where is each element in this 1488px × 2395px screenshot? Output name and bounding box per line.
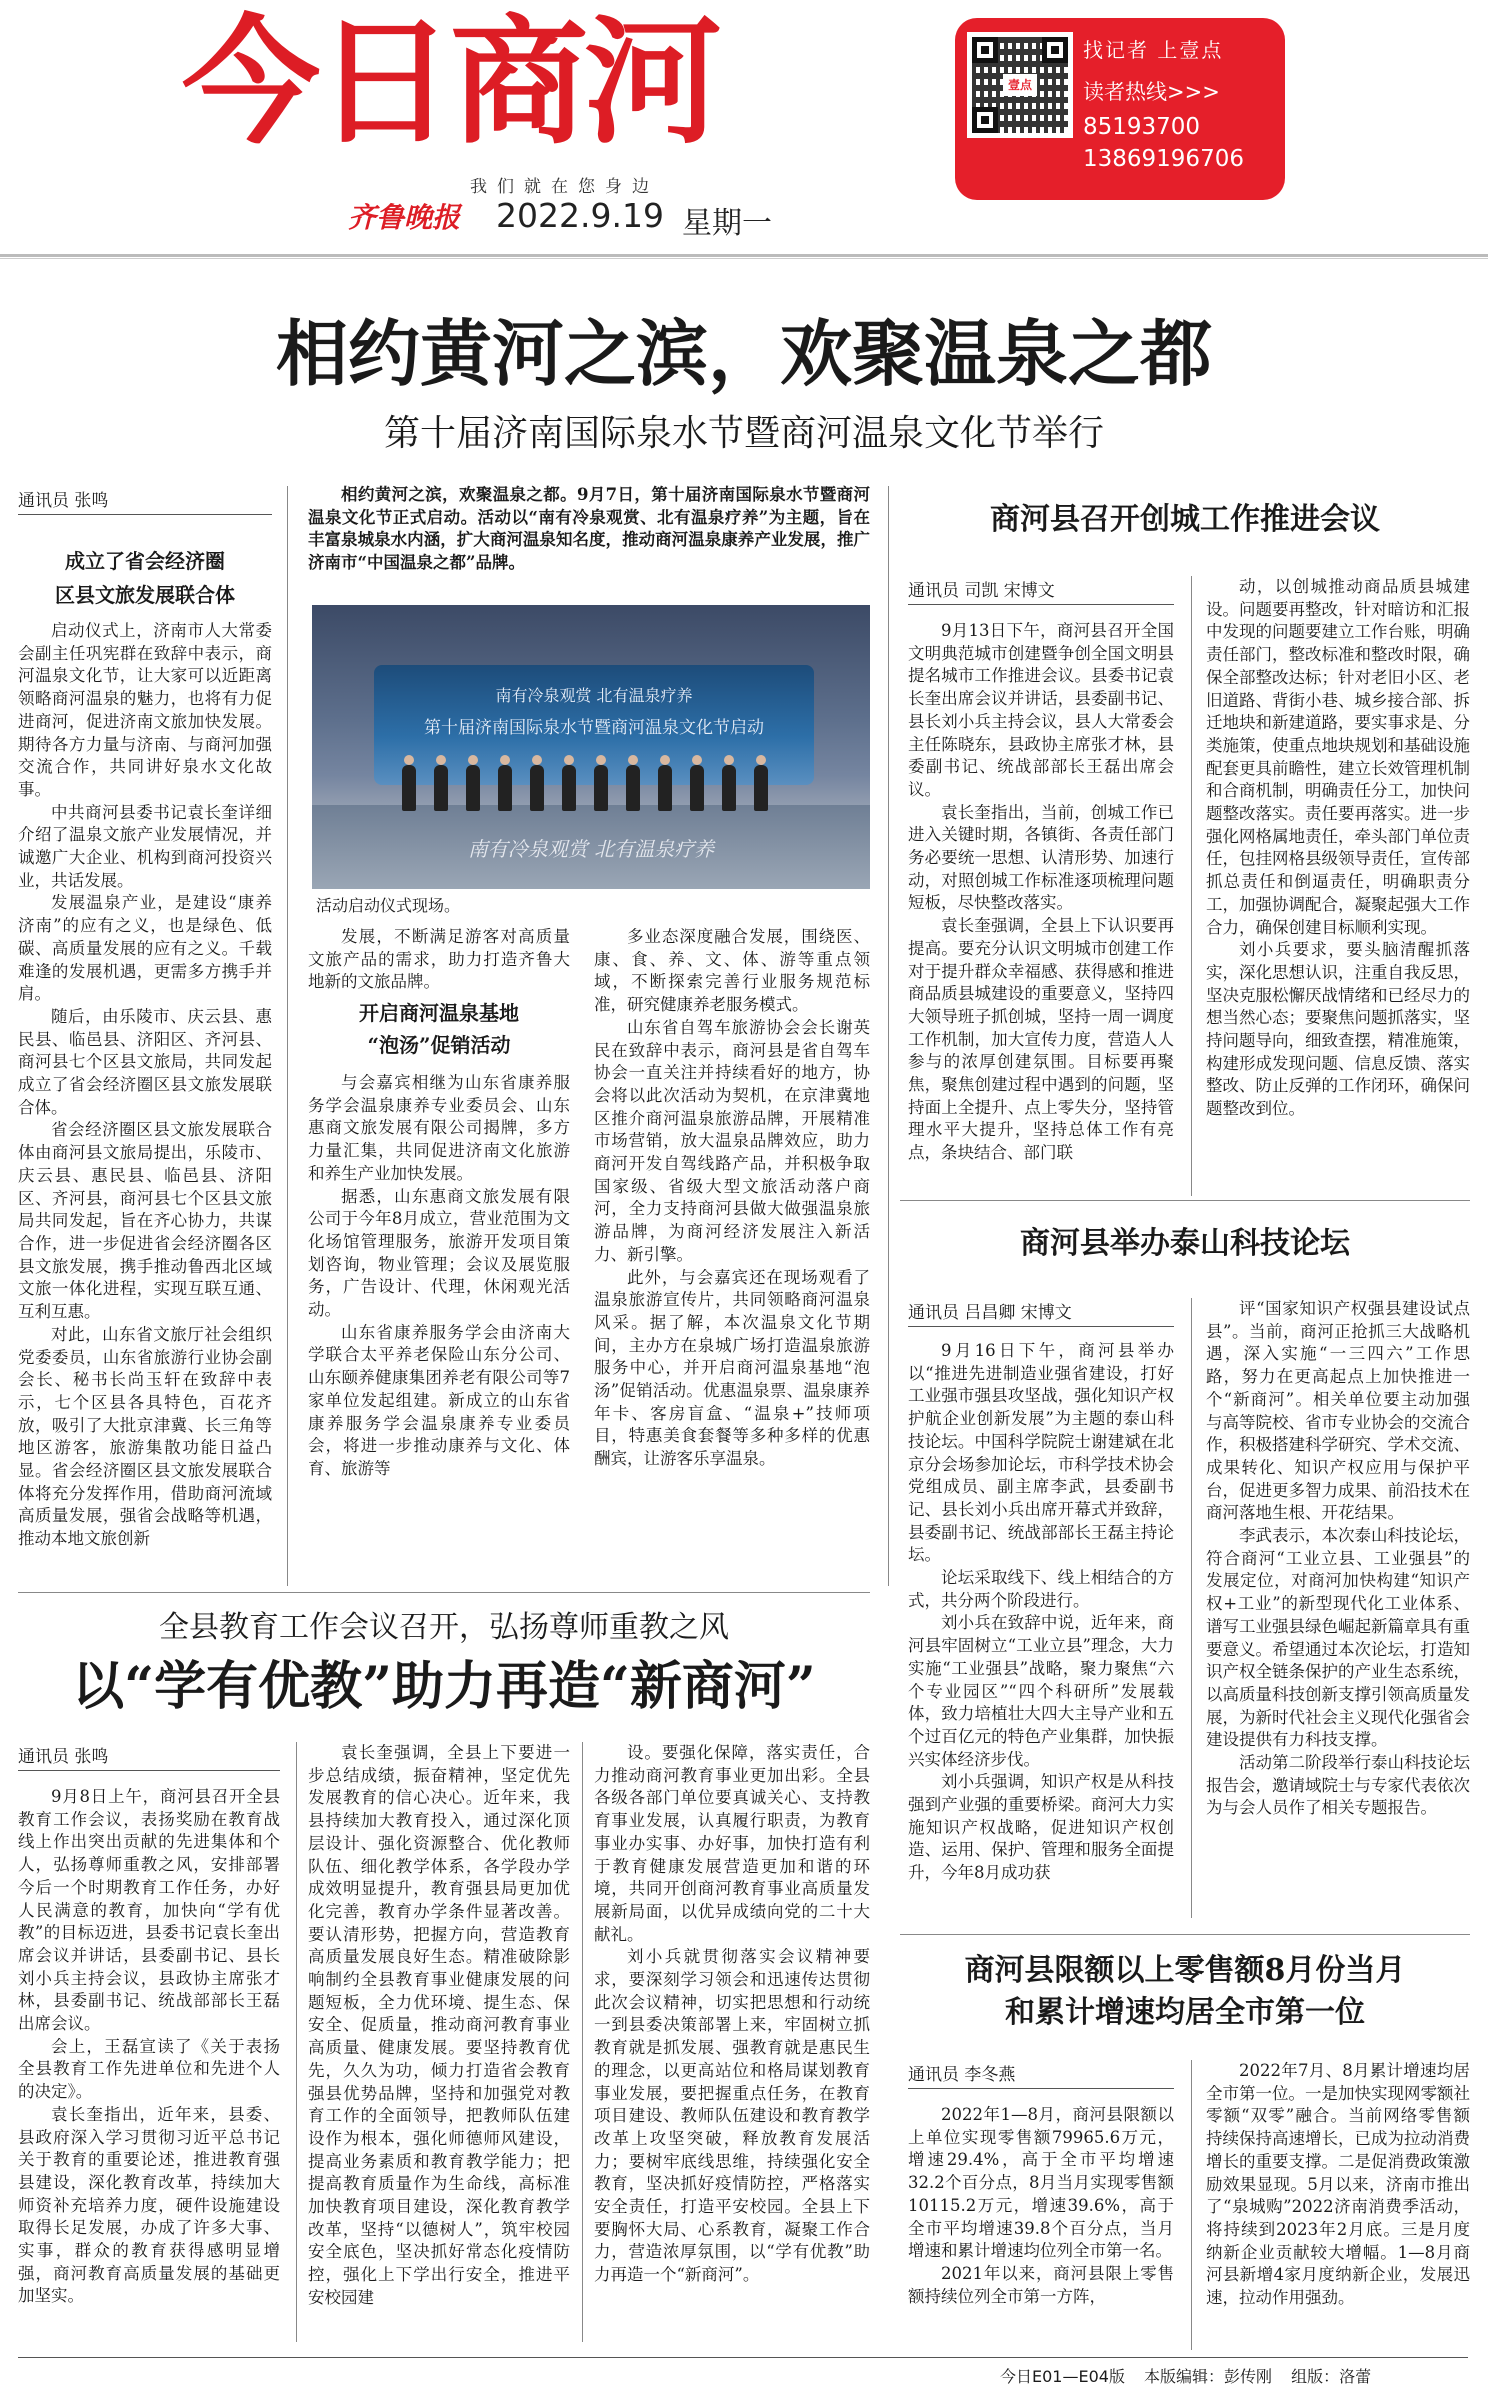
article4-byline: 通讯员 张鸣 [18,1742,280,1771]
lead-col1-heading-2: 区县文旅发展联合体 [55,583,235,607]
paragraph: 发展温泉产业，是建设“康养济南”的应有之义，也是绿色、低碳、高质量发展的应有之义。千载难逢的发展机遇，更需多方携手并肩。 [18,893,272,1004]
article4-headline: 以“学有优教”助力再造“新商河” [72,1656,816,1717]
article3-col1-body [908,1340,1174,1885]
paragraph: 9月16日下午，商河县举办以“推进先进制造业强省建设，打好工业强市强县攻坚战，强化知识产权护航企业创新发展”为主题的泰山科技论坛。中国科学院院士谢建斌在北京分会场参加论坛，市科学技术协会党组成员、副主席李武，县委副书记、县长刘小兵出席开幕式并致辞，县委副书记、统战部部长王磊主持论坛。 [908,1341,1174,1565]
paragraph: 刘小兵要求，要头脑清醒抓落实，深化思想认识，注重自我反思，坚决克服松懈厌战情绪和已经尽力的想当然心态；要聚焦问题抓落实，坚持问题导向，细致查摆，精准施策，构建形成发现问题、信息反馈、落实整改、防止反弹的工作闭环，确保问题整改到位。 [1206,940,1470,1119]
paragraph: 袁长奎指出，近年来，县委、县政府深入学习贯彻习近平总书记关于教育的重要论述，推进教育强县建设，深化教育改革，持续加大师资补充培养力度，硬件设施建设取得长足发展，办成了许多大事、实事，群众的教育获得感明显增强，商河教育高质量发展的基础更加坚实。 [18,2104,280,2306]
paragraph: 多业态深度融合发展，围绕医、康、食、养、文、体、游等重点领域，不断探索完善行业服务规范标准，研究健康养老服务模式。 [594,927,870,1015]
issue-weekday: 星期一 [682,206,772,241]
article4-col1-body [18,1786,280,2308]
paragraph: 与会嘉宾相继为山东省康养服务学会温泉康养专业委员会、山东惠商文旅发展有限公司揭牌，多方力量汇集，共同促进济南文化旅游和养生产业加快发展。 [308,1073,570,1183]
contact-line2: 读者热线>>> [1083,80,1220,104]
section-divider [900,1934,1470,1935]
article4-col2-body [308,1742,570,2310]
column-divider [287,486,288,1586]
paragraph: 省会经济圈区县文旅发展联合体由商河县文旅局提出，乐陵市、庆云县、惠民县、临邑县、济阳区、齐河县，商河县七个区县文旅局共同发起，旨在齐心协力，共谋合作，进一步促进省会经济圈各区县文旅发展，携手推动鲁西北区域文旅一体化进程，实现互联互通、互利互惠。 [18,1120,272,1322]
photo-person-head [532,755,542,765]
photo-person-head [500,755,510,765]
photo-person-head [628,755,638,765]
paragraph: 发展，不断满足游客对高质量文旅产品的需求，助力打造齐鲁大地新的文旅品牌。 [308,927,570,992]
column-divider [1191,1298,1192,1918]
section-divider [18,1592,870,1593]
lead-col1-heading-1: 成立了省会经济圈 [65,549,225,573]
lead-col1-body [18,620,272,1551]
article5-headline-2: 和累计增速均居全市第一位 [1005,1995,1365,2030]
article2-headline: 商河县召开创城工作推进会议 [990,502,1380,537]
footer-pages: 今日E01—E04版 [1000,2367,1125,2386]
article4-col3-body [594,1742,870,2287]
lead-intro [308,484,870,575]
lead-subhead: 第十届济南国际泉水节暨商河温泉文化节举行 [383,413,1104,454]
photo-person-head [724,755,734,765]
lead-byline: 通讯员 张鸣 [18,486,272,515]
issue-date: 2022.9.19 [496,196,664,235]
article3-byline: 通讯员 吕昌卿 宋博文 [908,1298,1174,1327]
hotline-phone2[interactable]: 13869196706 [1083,146,1244,172]
paragraph: 动，以创城推动商品质县城建设。问题要再整改，针对暗访和汇报中发现的问题要建立工作台账，明确责任部门，整改标准和整改时限，确保全部整改达标；针对老旧小区、老旧道路、背街小巷、城乡接合部、拆迁地块和新建道路，要实事求是、分类施策，使重点地块规划和基础设施配套更具前瞻性，建立长效管理机制和合商机制，明确责任分工，加快问题整改落实。责任要再落实。进一步强化网格属地责任，牵头部门单位责任，包挂网格县级领导责任，宣传部抓总责任和倒逼责任，明确职责分工，加强协调配合，凝聚起强大工作合力，确保创建目标顺利实现。 [1206,577,1470,937]
column-divider [296,1742,297,2342]
article3-col2-body [1206,1298,1470,1820]
paragraph: 袁长奎强调，全县上下要进一步总结成绩，振奋精神，坚定优先发展教育的信心决心。近年来，我县持续加大教育投入，通过深化顶层设计、强化资源整合、优化教师队伍、细化教学体系，各学段办学成效明显提升，教育强县局更加优化完善，教育办学条件显著改善。要认清形势，把握方向，营造教育高质量发展良好生态。精准破除影响制约全县教育事业健康发展的问题短板，全力优环境、提生态、保安全、促质量，推动商河教育事业高质量、健康发展。要坚持教育优先，久久为功，倾力打造省会教育强县优势品牌，坚持和加强党对教育工作的全面领导，把教师队伍建设作为根本，强化师德师风建设，提高业务素质和教育教学能力；把提高教育质量作为生命线，高标准加快教育项目建设，深化教育教学改革，坚持“以德树人”，筑牢校园安全底色，坚决抓好常态化疫情防控，强化上下学出行安全，推进平安校园建 [308,1743,570,2307]
column-divider [888,486,889,1586]
hotline-phone1[interactable]: 85193700 [1083,114,1201,140]
section-divider [900,1200,1470,1201]
paragraph: 9月8日上午，商河县召开全县教育工作会议，表扬奖励在教育战线上作出突出贡献的先进集体和个人，弘扬尊师重教之风，安排部署今后一个时期教育工作任务，办好人民满意的教育，加快向“学有优教”的目标迈进，县委书记袁长奎出席会议并讲话，县委副书记、县长刘小兵主持会议，县政协主席张才林，县委副书记、统战部部长王磊出席会议。 [18,1787,280,2034]
lead-col2-body [308,1072,570,1481]
contact-line1: 找记者 上壹点 [1083,38,1224,62]
lead-col2-heading-1: 开启商河温泉基地 [359,1001,519,1025]
lead-headline: 相约黄河之滨，欢聚温泉之都 [275,311,1212,396]
photo-person-head [596,755,606,765]
paragraph: 袁长奎指出，当前，创城工作已进入关键时期，各镇街、各责任部门务必要统一思想、认清形势、加速行动，对照创城工作标准逐项梳理问题短板，尽快整改落实。 [908,802,1174,913]
paragraph: 李武表示，本次泰山科技论坛，符合商河“工业立县、工业强县”的发展定位，对商河加快构建“知识产权+工业”的新型现代化工业体系、谱写工业强县绿色崛起新篇章具有重要意义。希望通过本次论坛，打造知识产权全链条保护的产业生态系统，以高质量科技创新支撑引领高质量发展，为新时代社会主义现代化强省会建设提供有力科技支撑。 [1206,1526,1470,1750]
paragraph: 刘小兵在致辞中说，近年来，商河县牢固树立“工业立县”理念，大力实施“工业强县”战略，聚力聚焦“六个专业园区”“四个科研所”发展载体，致力培植壮大四大主导产业和五个过百亿元的特色产业集群，加快振兴实体经济步伐。 [908,1613,1174,1769]
article5-headline-1: 商河县限额以上零售额8月份当月 [964,1953,1406,1988]
paragraph: 论坛采取线下、线上相结合的方式，共分两个阶段进行。 [908,1568,1174,1610]
footer-editor: 本版编辑：彭传刚 [1144,2367,1273,2386]
paragraph: 据悉，山东惠商文旅发展有限公司于今年8月成立，营业范围为文化场馆管理服务，旅游开发项目策划咨询，物业管理；会议及展览服务，广告设计、代理，休闲观光活动。 [308,1186,570,1320]
photo-person [754,765,768,811]
paragraph: 2022年1—8月，商河县限额以上单位实现零售额79965.6万元，增速29.4%，高于全市平均增速32.2个百分点，8月当月实现零售额10115.2万元，增速39.6%，高于全市平均增速39.8个百分点，当月增速和累计增速均位列全市第一名。 [908,2105,1174,2261]
article5-col2-body [1206,2060,1470,2310]
article2-col1-body [908,620,1174,1165]
paragraph: 山东省康养服务学会由济南大学联合太平养老保险山东分公司、山东颐养健康集团养老有限公司等7家单位发起组建。新成立的山东省康养服务学会温泉康养专业委员会，将进一步推动康养与文化、体育、旅游等 [308,1322,570,1478]
photo-banner-top: 南有冷泉观赏 北有温泉疗养 [495,686,693,705]
paragraph: 启动仪式上，济南市人大常委会副主任巩宪群在致辞中表示，商河温泉文化节，让大家可以近距离领略商河温泉的魅力，也将有力促进商河，促进济南文旅加快发展。期待各方力量与济南、与商河加强交流合作，共同讲好泉水文化故事。 [18,621,272,799]
photo-person [594,765,608,811]
footer-rule [18,2357,1468,2358]
column-divider [1191,576,1192,1196]
paragraph: 此外，与会嘉宾还在现场观看了温泉旅游宣传片，共同领略商河温泉风采。据了解，本次温泉文化节期间，主办方在泉城广场打造温泉旅游服务中心，并开启商河温泉基地“泡汤”促销活动。优惠温泉票、温泉康养年卡、客房盲盒、“温泉+”技师项目，特惠美食套餐等多种多样的优惠酬宾，让游客乐享温泉。 [594,1267,870,1469]
photo-person [658,765,672,811]
photo-person [466,765,480,811]
photo-person [690,765,704,811]
paragraph: 会上，王磊宣读了《关于表扬全县教育工作先进单位和先进个人的决定》。 [18,2036,280,2102]
paragraph: 2022年7月、8月累计增速均居全市第一位。一是加快实现网零额社零额“双零”融合。当前网络零售额持续保持高速增长，已成为拉动消费增长的重要支撑。二是促消费政策激励效果显现。5月以来，济南市推出了“泉城购”2022济南消费季活动，将持续到2023年2月底。三是月度纳新企业贡献较大增幅。1—8月商河县新增4家月度纳新企业，发展迅速，拉动作用强劲。 [1206,2061,1470,2308]
photo-person-head [436,755,446,765]
footer-proof: 组版：洛蕾 [1291,2367,1372,2386]
photo-person-head [692,755,702,765]
photo-person-head [468,755,478,765]
photo-banner-main: 第十届济南国际泉水节暨商河温泉文化节启动 [424,718,764,738]
article2-byline: 通讯员 司凯 宋博文 [908,576,1174,605]
photo-person-head [404,755,414,765]
photo-caption: 活动启动仪式现场。 [316,896,461,915]
lead-col2-top-body [308,926,570,994]
photo-person-head [756,755,766,765]
article2-col2-body [1206,576,1470,1121]
masthead-rule-thin [0,258,1488,259]
photo-person [434,765,448,811]
paragraph: 中共商河县委书记袁长奎详细介绍了温泉文旅产业发展情况，并诚邀广大企业、机构到商河投资兴业，共话发展。 [18,802,272,890]
masthead-rule [0,254,1488,257]
brand-logo: 齐鲁晚报 [348,201,461,234]
article3-headline: 商河县举办泰山科技论坛 [1020,1226,1350,1261]
paragraph: 对此，山东省文旅厅社会组织党委委员，山东省旅游行业协会副会长、秘书长尚玉轩在致辞中表示，七个区县各具特色，百花齐放，吸引了大批京津冀、长三角等地区游客，旅游集散功能日益凸显。省会经济圈区县文旅发展联合体将充分发挥作用，借助商河流域高质量发展，强省会战略等机遇，推动本地文旅创新 [18,1324,272,1549]
paragraph: 随后，由乐陵市、庆云县、惠民县、临邑县、济阳区、齐河县、商河县七个区县文旅局，共同发起成立了省会经济圈区县文旅发展联合体。 [18,1006,272,1117]
photo-person [722,765,736,811]
contact-box [955,18,1285,200]
paragraph: 评“国家知识产权强县建设试点县”。当前，商河正抢抓三大战略机遇，深入实施“一三四六”工作思路，努力在更高起点上加快推进一个“新商河”。相关单位要主动加强与高等院校、省市专业协会的交流合作，积极搭建科学研究、学术交流、成果转化、知识产权应用与保护平台，促进更多智力成果、前沿技术在商河落地生根、开花结果。 [1206,1299,1470,1523]
qr-label: 壹点 [1003,74,1037,96]
photo-person [530,765,544,811]
footer [1000,2364,1371,2387]
article5-col1-body [908,2104,1174,2308]
photo-person [498,765,512,811]
paragraph: 9月13日下午，商河县召开全国文明典范城市创建暨争创全国文明县提名城市工作推进会议。县委书记袁长奎出席会议并讲话，县委副书记、县长刘小兵主持会议，县人大常委会主任陈晓东，县政协主席张才林，县委副书记、统战部部长王磊出席会议。 [908,621,1174,799]
photo-person [626,765,640,811]
paragraph: 山东省自驾车旅游协会会长谢英民在致辞中表示，商河县是省自驾车协会一直关注并持续看好的地方，协会将以此次活动为契机，在京津冀地区推介商河温泉旅游品牌，开展精准市场营销，放大温泉品牌效应，助力商河开发自驾线路产品，并积极争取国家级、省级大型文旅活动落户商河，全力支持商河县做大做强温泉旅游品牌，为商河经济发展注入新活力、新引擎。 [594,1017,870,1264]
qr-code-icon[interactable] [967,32,1073,138]
photo-person [402,765,416,811]
paragraph: 活动第二阶段举行泰山科技论坛报告会，邀请域院士与专家代表依次为与会人员作了相关专题报告。 [1206,1753,1470,1818]
paragraph: 袁长奎强调，全县上下认识要再提高。要充分认识文明城市创建工作对于提升群众幸福感、获得感和推进商品质县城建设的重要意义，坚持四大领导班子抓创城，坚持一周一调度工作机制，加大宣传力度，营造人人参与的浓厚创建氛围。目标要再聚焦，聚焦创建过程中遇到的问题，坚持面上全提升、点上零失分，坚持管理水平大提升，坚持总体工作有亮点，条块结合、部门联 [908,916,1174,1163]
lead-intro-text: 相约黄河之滨，欢聚温泉之都。9月7日，第十届济南国际泉水节暨商河温泉文化节正式启动。活动以“南有冷泉观赏、北有温泉疗养”为主题，旨在丰富泉城泉水内涵，扩大商河温泉知名度，推动商河温泉康养产业发展，推广济南市“中国温泉之都”品牌。 [308,485,870,573]
article4-headline-sup: 全县教育工作会议召开，弘扬尊师重教之风 [159,1610,729,1645]
event-photo [312,605,870,889]
paragraph: 设。要强化保障，落实责任，合力推动商河教育事业更加出彩。全县各级各部门单位要真诚关心、支持教育事业发展，认真履行职责，为教育事业办实事、办好事，加快打造有利于教育健康发展营造更加和谐的环境，共同开创商河教育事业高质量发展新局面，以优异成绩向党的二十大献礼。 [594,1743,870,1944]
paragraph: 2021年以来，商河县限上零售额持续位列全市第一方阵， [908,2263,1174,2306]
lead-col3-body [594,926,870,1471]
paragraph: 刘小兵就贯彻落实会议精神要求，要深刻学习领会和迅速传达贯彻此次会议精神，切实把思想和行动统一到县委决策部署上来，牢固树立抓教育就是抓发展、强教育就是惠民生的理念，以更高站位和格局谋划教育事业发展，要把握重点任务，在教育项目建设、教师队伍建设和教育教学改革上攻坚突破，释放教育发展活力；要树牢底线思维，持续强化安全教育，坚决抓好疫情防控，严格落实安全责任，打造平安校园。全县上下要胸怀大局、心系教育，凝聚工作合力，营造浓厚氛围，以“学有优教”助力再造一个“新商河”。 [594,1947,870,2285]
masthead-title: 今日商河 [182,2,719,163]
column-divider [1191,2060,1192,2350]
photo-banner-bottom: 南有冷泉观赏 北有温泉疗养 [467,837,715,861]
photo-person-head [660,755,670,765]
column-divider [582,1742,583,2342]
photo-person-head [564,755,574,765]
article5-byline: 通讯员 李冬燕 [908,2060,1174,2089]
masthead-slogan: 我们就在您身边 [470,177,659,197]
paragraph: 刘小兵强调，知识产权是从科技强到产业强的重要桥梁。商河大力实施知识产权战略，促进知识产权创造、运用、保护、管理和服务全面提升，今年8月成功获 [908,1772,1174,1883]
photo-person [562,765,576,811]
lead-col2-heading-2: “泡汤”促销活动 [367,1033,511,1057]
